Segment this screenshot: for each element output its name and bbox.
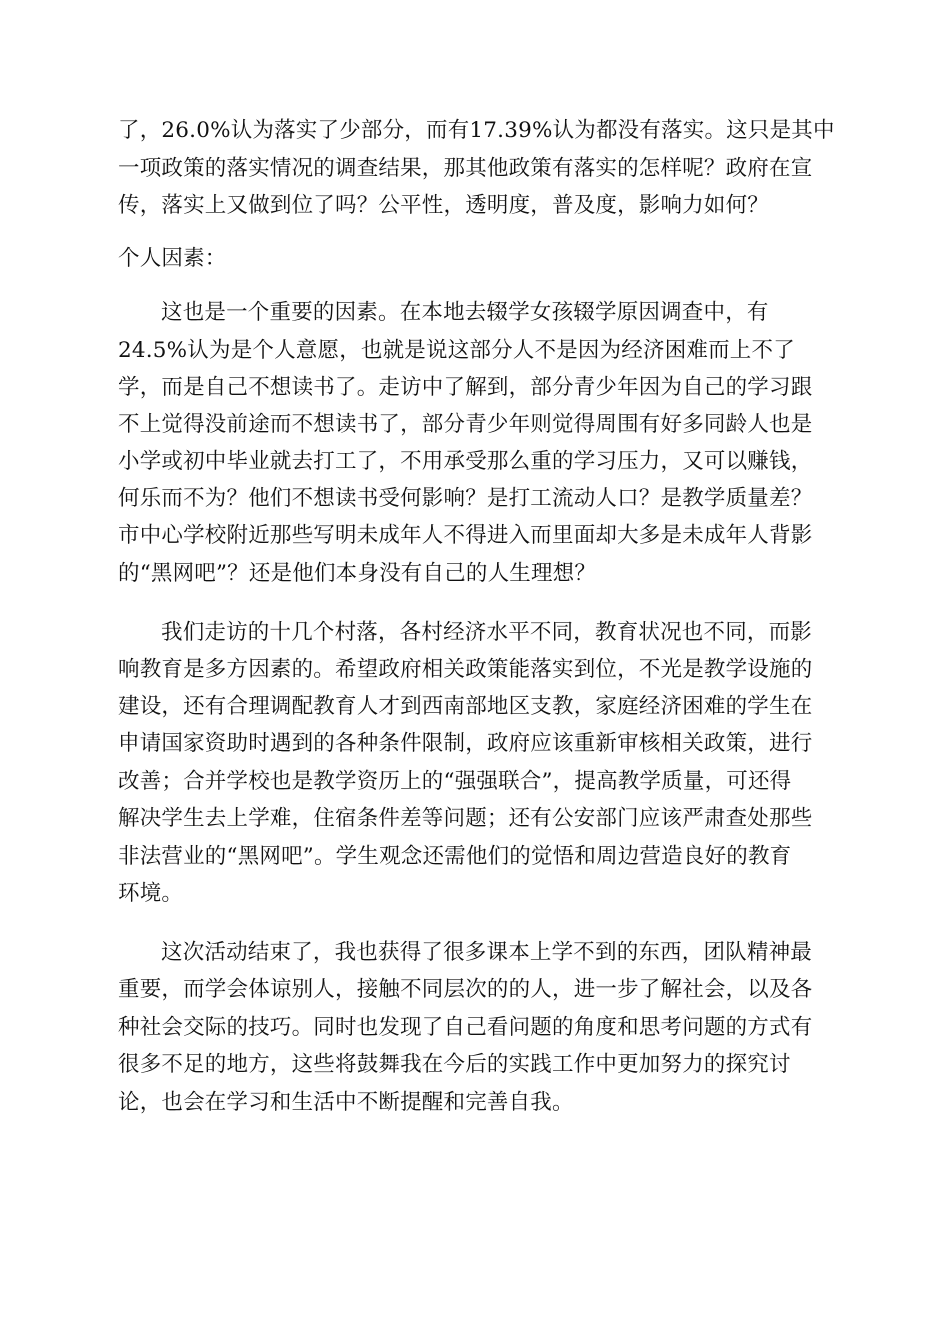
text-line: 的“黑网吧”？还是他们本身没有自己的人生理想？ [118,561,597,586]
text-line: 环境。 [118,881,184,906]
text-line: 申请国家资助时遇到的各种条件限制，政府应该重新审核相关政策，进行 [118,731,813,756]
text-line: 了，26.0%认为落实了少部分，而有17.39%认为都没有落实。这只是其中 [118,118,835,143]
text-line: 建设，还有合理调配教育人才到西南部地区支教，家庭经济困难的学生在 [118,694,813,719]
text-line: 非法营业的“黑网吧”。学生观念还需他们的觉悟和周边营造良好的教育 [118,844,792,869]
text-line: 24.5%认为是个人意愿，也就是说这部分人不是因为经济困难而上不了 [118,338,795,363]
section-heading: 个人因素： [118,246,227,271]
text-line: 学，而是自己不想读书了。走访中了解到，部分青少年因为自己的学习跟 [118,375,813,400]
text-line: 市中心学校附近那些写明未成年人不得进入而里面却大多是未成年人背影 [118,523,813,548]
text-line: 重要，而学会体谅别人，接触不同层次的的人，进一步了解社会，以及各 [118,977,813,1002]
text-line: 小学或初中毕业就去打工了，不用承受那么重的学习压力，又可以赚钱， [118,449,813,474]
text-line: 传，落实上又做到位了吗？公平性，透明度，普及度，影响力如何？ [118,193,770,218]
text-line: 这次活动结束了，我也获得了很多课本上学不到的东西，团队精神最 [161,940,813,965]
text-line: 我们走访的十几个村落，各村经济水平不同，教育状况也不同，而影 [161,620,813,645]
text-line: 很多不足的地方，这些将鼓舞我在今后的实践工作中更加努力的探究讨 [118,1052,791,1077]
text-line: 何乐而不为？他们不想读书受何影响？是打工流动人口？是教学质量差？ [118,486,813,511]
text-line: 论，也会在学习和生活中不断提醒和完善自我。 [118,1090,574,1115]
text-line: 这也是一个重要的因素。在本地去辍学女孩辍学原因调查中，有 [161,300,769,325]
text-line: 解决学生去上学难，住宿条件差等问题；还有公安部门应该严肃查处那些 [118,806,813,831]
text-line: 改善；合并学校也是教学资历上的“强强联合”，提高教学质量，可还得 [118,769,792,794]
text-line: 一项政策的落实情况的调查结果，那其他政策有落实的怎样呢？政府在宣 [118,156,813,181]
text-line: 不上觉得没前途而不想读书了，部分青少年则觉得周围有好多同龄人也是 [118,412,813,437]
text-line: 种社会交际的技巧。同时也发现了自己看问题的角度和思考问题的方式有 [118,1015,813,1040]
text-line: 响教育是多方因素的。希望政府相关政策能落实到位，不光是教学设施的 [118,657,813,682]
